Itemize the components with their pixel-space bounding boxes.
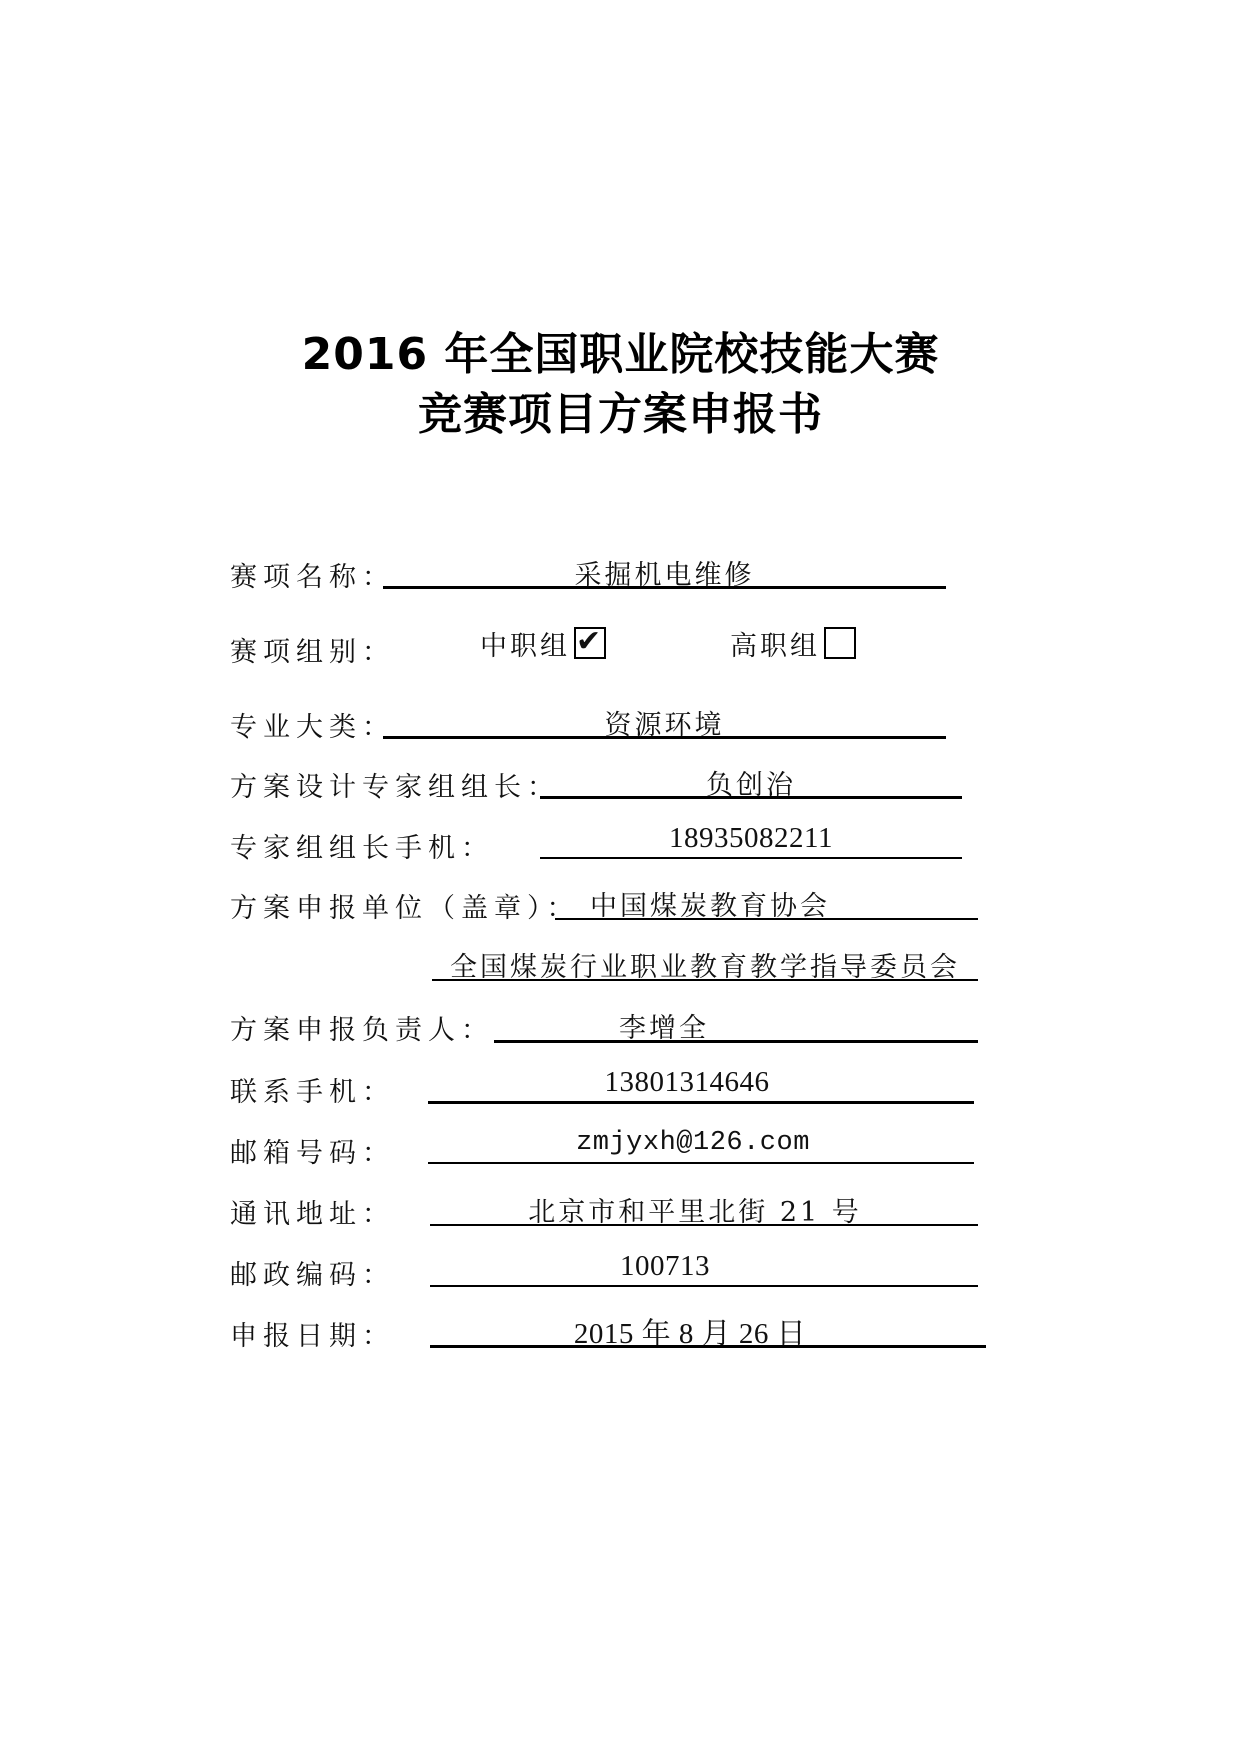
responsible-person-value[interactable]: 李增全 <box>619 1013 709 1044</box>
contact-phone-label: 联系手机： <box>230 1077 395 1108</box>
applicant-unit-value-line1[interactable]: 中国煤炭教育协会 <box>590 891 830 922</box>
contact-phone-underline <box>428 1101 974 1104</box>
major-category-label: 专业大类： <box>230 712 395 743</box>
application-date-value[interactable]: 2015 年 8 月 26 日 <box>573 1318 807 1350</box>
option-secondary-vocational-label: 中职组 <box>480 631 570 662</box>
event-group-label: 赛项组别： <box>230 637 395 668</box>
applicant-unit-underline-1 <box>555 918 978 920</box>
expert-leader-value[interactable]: 负创治 <box>706 770 796 801</box>
email-value[interactable]: zmjyxh@126.com <box>576 1128 810 1158</box>
expert-phone-value[interactable]: 18935082211 <box>669 822 833 854</box>
major-category-value[interactable]: 资源环境 <box>604 710 725 741</box>
event-name-underline <box>383 586 946 589</box>
contact-phone-value[interactable]: 13801314646 <box>604 1066 770 1098</box>
option-secondary-vocational[interactable] <box>480 624 606 663</box>
application-date-underline <box>430 1345 986 1348</box>
responsible-person-label: 方案申报负责人： <box>230 1015 494 1046</box>
checkbox-unchecked-icon[interactable] <box>824 627 856 659</box>
address-value[interactable]: 北京市和平里北街 21 号 <box>528 1197 862 1228</box>
event-name-value[interactable]: 采掘机电维修 <box>574 560 755 591</box>
document-title-line2: 竞赛项目方案申报书 <box>418 389 823 440</box>
option-higher-vocational[interactable] <box>730 624 856 663</box>
expert-phone-label: 专家组组长手机： <box>230 833 494 864</box>
checkbox-checked-icon[interactable]: ✔ <box>576 624 605 659</box>
postal-code-underline <box>430 1285 978 1287</box>
document-title-line1: 2016 年全国职业院校技能大赛 <box>301 329 940 380</box>
email-label: 邮箱号码： <box>230 1138 395 1169</box>
option-higher-vocational-label: 高职组 <box>730 631 820 662</box>
application-date-label: 申报日期： <box>230 1321 395 1352</box>
responsible-person-underline <box>494 1040 978 1043</box>
address-underline <box>430 1224 978 1226</box>
applicant-unit-value-line2[interactable]: 全国煤炭行业职业教育教学指导委员会 <box>450 952 960 983</box>
event-name-label: 赛项名称： <box>230 562 395 593</box>
major-category-underline <box>383 736 946 739</box>
expert-leader-label: 方案设计专家组组长： <box>230 772 560 803</box>
address-label: 通讯地址： <box>230 1199 395 1230</box>
applicant-unit-label: 方案申报单位（盖章）： <box>230 893 580 924</box>
expert-leader-underline <box>540 796 962 799</box>
applicant-unit-underline-2 <box>432 979 978 981</box>
email-underline <box>428 1162 974 1164</box>
postal-code-label: 邮政编码： <box>230 1260 395 1291</box>
postal-code-value[interactable]: 100713 <box>620 1250 710 1282</box>
expert-phone-underline <box>540 857 962 859</box>
